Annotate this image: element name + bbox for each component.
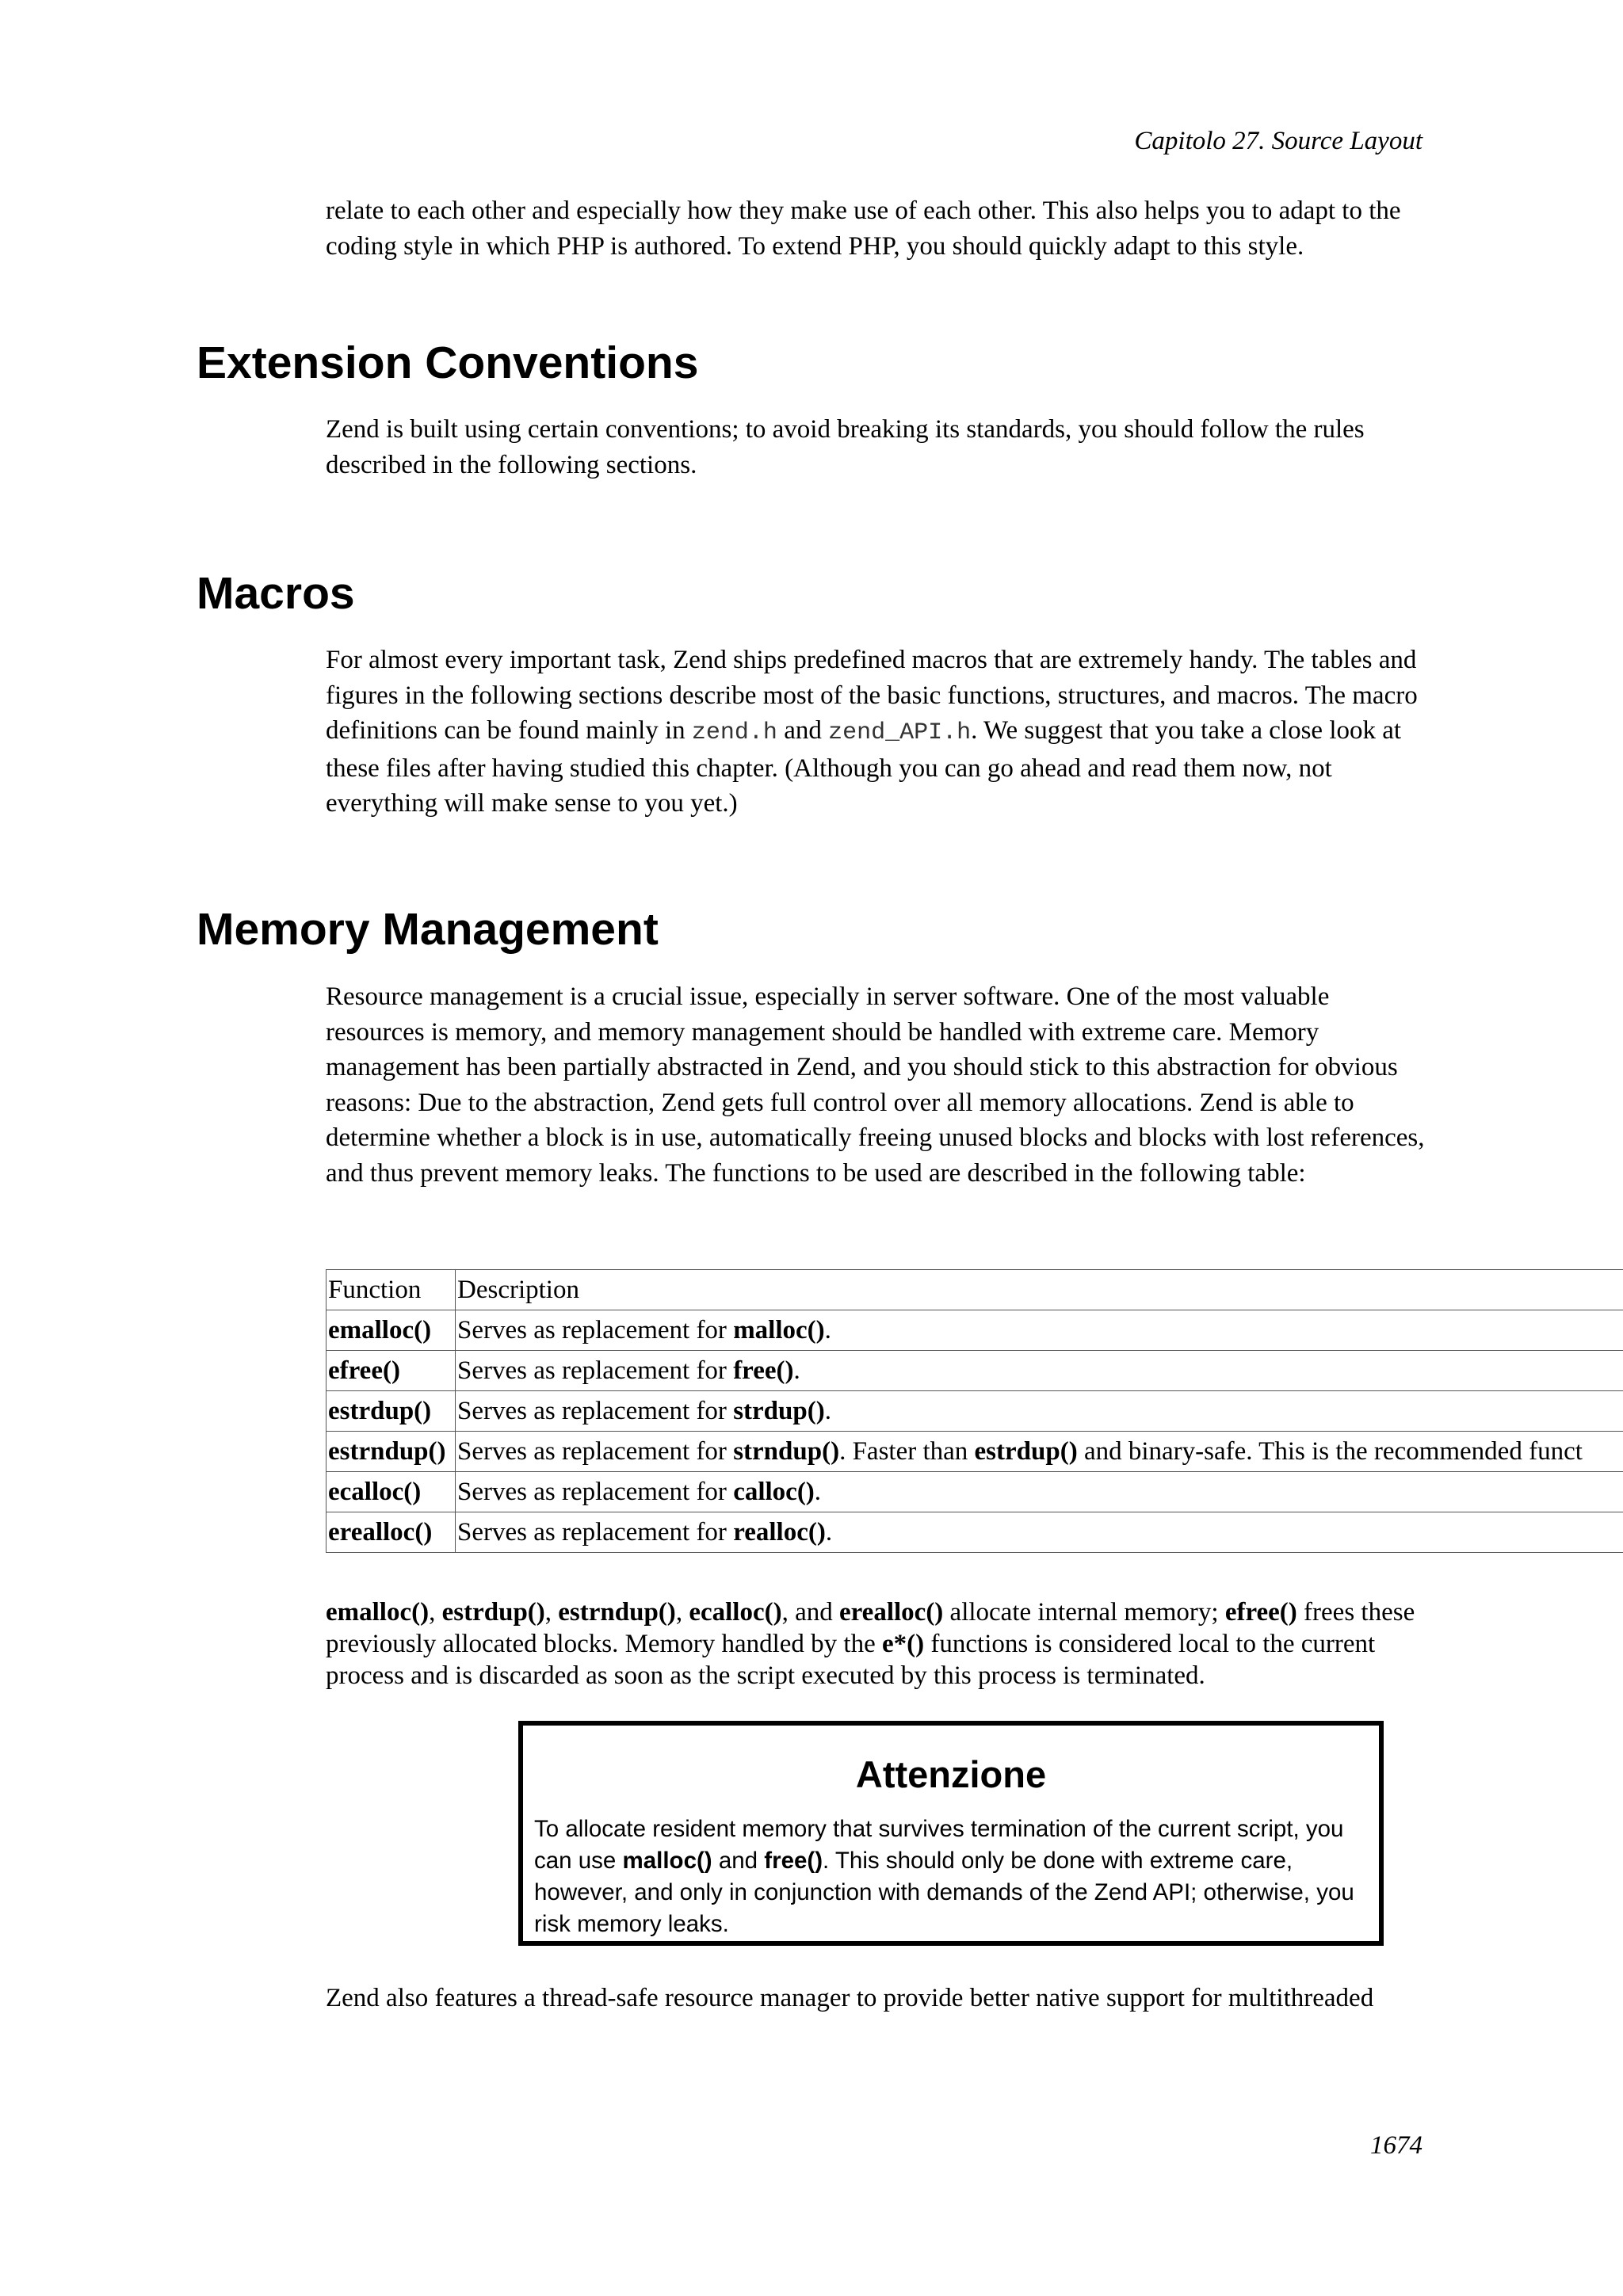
memory-management-paragraph: Resource management is a crucial issue, especially in server software. One of the most valuable resources is memory, and memory management should be handled with extreme care. Memory management has been partially abstracted in Zend, and you should stick to this abstraction for obvious reasons: Due to the abstraction, Zend gets full control over all memory allocations. Zend is able to determine whether a block is in use, automatically freeing unused blocks and blocks with lost references, and thus prevent memory leaks. The functions to be used are described in the following table: — [326, 982, 1425, 1188]
warning-text: To allocate resident memory that survives termination of the current script, you can use malloc() and free(). This should only be done with extreme care, however, and only in conjunction with demands of the Zend API; otherwise, you risk memory leaks. — [534, 1816, 1354, 1937]
intro-paragraph: relate to each other and especially how they make use of each other. This also helps you to adapt to the coding style in which PHP is authored. To extend PHP, you should quickly adapt to this style. — [326, 196, 1401, 261]
heading-extension-conventions: Extension Conventions — [197, 338, 699, 388]
file-zend-h: zend.h — [691, 719, 777, 746]
table-row — [327, 1512, 1623, 1553]
heading-memory-management: Memory Management — [197, 904, 659, 955]
function-cell: estrdup() — [327, 1391, 456, 1432]
table-row — [327, 1472, 1623, 1512]
table-header-row — [327, 1270, 1623, 1310]
function-cell: erealloc() — [327, 1512, 456, 1553]
extension-conventions-paragraph: Zend is built using certain conventions; to avoid breaking its standards, you should follow the rules described in the following sections. — [326, 415, 1365, 479]
after-table-paragraph: emalloc(), estrdup(), estrndup(), ecalloc(), and erealloc() allocate internal memory; efree() frees these previously allocated blocks. Memory handled by the e*() functions is considered local to the current process and is discarded as soon as the script executed by this process is terminated. — [326, 1598, 1415, 1690]
table-row — [327, 1432, 1623, 1472]
description-cell: Serves as replacement for calloc(). — [456, 1472, 1623, 1512]
table-row — [327, 1310, 1623, 1351]
page-number: 1674 — [1370, 2131, 1423, 2160]
function-cell: emalloc() — [327, 1310, 456, 1351]
closing-paragraph: Zend also features a thread-safe resource manager to provide better native support for multithreaded — [326, 1984, 1374, 2012]
description-cell: Serves as replacement for strdup(). — [456, 1391, 1623, 1432]
description-cell: Serves as replacement for free(). — [456, 1351, 1623, 1391]
macros-paragraph: For almost every important task, Zend ships predefined macros that are extremely handy. The tables and figures in the following sections describe most of the basic functions, structures, and macros. The macro definitions can be found mainly in zend.h and zend_API.h. We suggest that you take a close look at these files after having studied this chapter. (Although you can go ahead and read them now, not everything will make sense to you yet.) — [326, 646, 1418, 818]
file-zend-api-h: zend_API.h — [828, 719, 972, 746]
warning-box — [518, 1721, 1384, 1946]
header-description: Description — [456, 1270, 1623, 1310]
function-cell: estrndup() — [327, 1432, 456, 1472]
description-cell: Serves as replacement for strndup(). Faster than estrdup() and binary-safe. This is the recommended funct — [456, 1432, 1623, 1472]
header-function: Function — [327, 1270, 456, 1310]
memory-functions-table — [326, 1269, 1623, 1553]
description-cell: Serves as replacement for realloc(). — [456, 1512, 1623, 1553]
heading-macros: Macros — [197, 568, 355, 619]
warning-title: Attenzione — [855, 1753, 1047, 1795]
function-cell: efree() — [327, 1351, 456, 1391]
running-header: Capitolo 27. Source Layout — [1134, 127, 1423, 155]
function-cell: ecalloc() — [327, 1472, 456, 1512]
table-row — [327, 1391, 1623, 1432]
description-cell: Serves as replacement for malloc(). — [456, 1310, 1623, 1351]
table-row — [327, 1351, 1623, 1391]
